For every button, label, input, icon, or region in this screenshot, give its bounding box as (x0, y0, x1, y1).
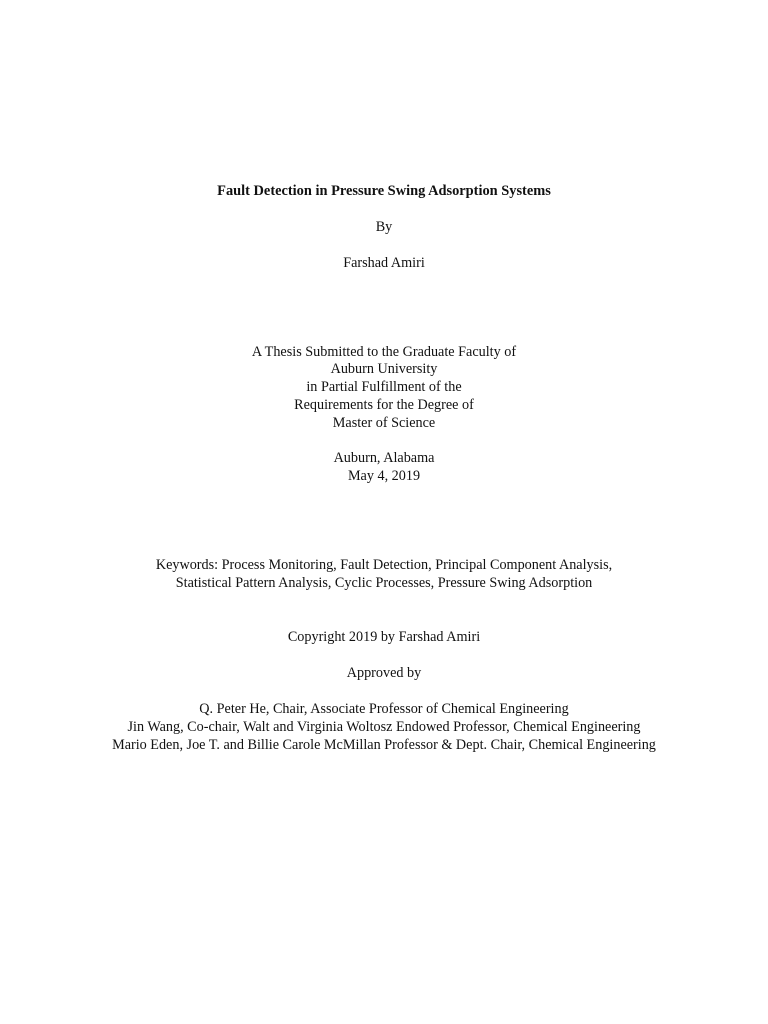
committee-member: Q. Peter He, Chair, Associate Professor of Chemical Engineering (199, 701, 569, 717)
keywords-line: Keywords: Process Monitoring, Fault Detection, Principal Component Analysis, (155, 557, 613, 573)
approved-label: Approved by (346, 665, 422, 681)
degree-name: Master of Science (332, 415, 436, 431)
location: Auburn, Alabama (333, 450, 435, 466)
committee-member: Jin Wang, Co-chair, Walt and Virginia Woltosz Endowed Professor, Chemical Engineering (127, 719, 641, 735)
committee-member: Mario Eden, Joe T. and Billie Carole McMillan Professor & Dept. Chair, Chemical Engineering (112, 737, 656, 753)
thesis-title: Fault Detection in Pressure Swing Adsorption Systems (217, 183, 551, 199)
submission-line: A Thesis Submitted to the Graduate Faculty of (251, 344, 517, 360)
submission-line: Auburn University (330, 361, 438, 377)
date: May 4, 2019 (347, 468, 421, 484)
submission-line: in Partial Fulfillment of the (306, 379, 462, 395)
keywords-line: Statistical Pattern Analysis, Cyclic Processes, Pressure Swing Adsorption (175, 575, 593, 591)
submission-line: Requirements for the Degree of (294, 397, 474, 413)
author-name: Farshad Amiri (343, 255, 425, 271)
by-label: By (375, 219, 393, 235)
copyright-notice: Copyright 2019 by Farshad Amiri (287, 629, 481, 645)
